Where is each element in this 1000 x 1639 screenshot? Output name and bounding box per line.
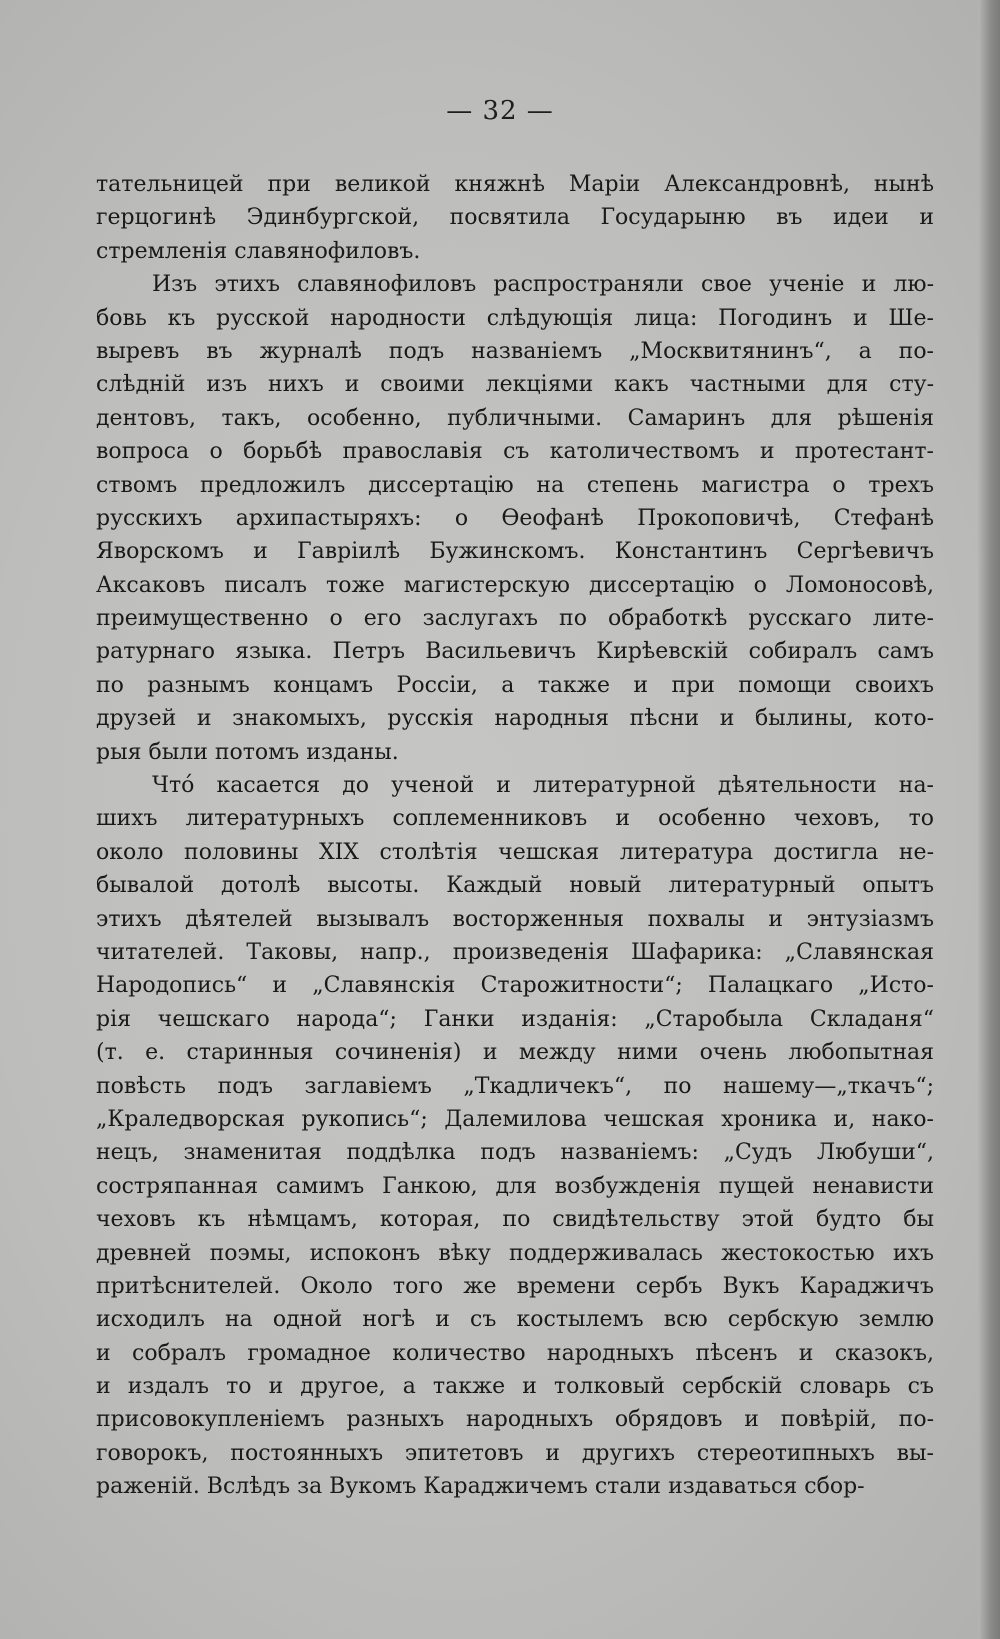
text-line: герцогинѣ Эдинбургской, посвятила Государыню въ идеи и: [96, 205, 934, 231]
text-line: слѣдній изъ нихъ и своими лекціями какъ частными для сту-: [96, 372, 934, 398]
text-line: присовокупленіемъ разныхъ народныхъ обрядовъ и повѣрій, по-: [96, 1407, 934, 1433]
text-line: выревъ въ журналѣ подъ названіемъ „Москвитянинъ“, а по-: [96, 338, 934, 364]
text-line: „Краледворская рукопись“; Далемилова чешская хроника и, нако-: [96, 1106, 934, 1132]
text-line: рыя были потомъ изданы.: [96, 739, 399, 765]
text-line: раженій. Вслѣдъ за Вукомъ Караджичемъ стали издаваться сбор-: [96, 1474, 865, 1500]
text-line: Народопись“ и „Славянскія Старожитности“; Палацкаго „Исто-: [96, 973, 934, 999]
text-line: Яворскомъ и Гавріилѣ Бужинскомъ. Константинъ Сергѣевичъ: [96, 539, 934, 565]
text-line: чеховъ къ нѣмцамъ, которая, по свидѣтельству этой будто бы: [96, 1207, 934, 1233]
text-line: преимущественно о его заслугахъ по обработкѣ русскаго лите-: [96, 606, 934, 632]
page-edge-shadow: [978, 0, 1000, 1639]
text-line: повѣсть подъ заглавіемъ „Ткадличекъ“, по нашему—„ткачъ“;: [96, 1073, 934, 1099]
text-line: и собралъ громадное количество народныхъ пѣсенъ и сказокъ,: [96, 1340, 934, 1366]
page-number: — 32 —: [446, 96, 554, 126]
text-line: притѣснителей. Около того же времени сербъ Вукъ Караджичъ: [96, 1273, 934, 1299]
text-line: Изъ этихъ славянофиловъ распространяли свое ученіе и лю-: [152, 272, 934, 298]
text-line: древней поэмы, испоконъ вѣку поддерживалась жестокостью ихъ: [96, 1240, 934, 1266]
text-line: состряпанная самимъ Ганкою, для возбужденія пущей ненависти: [96, 1173, 934, 1199]
text-line: бывалой дотолѣ высоты. Каждый новый литературный опытъ: [96, 873, 934, 899]
text-line: (т. е. старинныя сочиненія) и между ними очень любопытная: [96, 1040, 934, 1066]
text-line: друзей и знакомыхъ, русскія народныя пѣсни и былины, кото-: [96, 706, 934, 732]
text-line: нецъ, знаменитая поддѣлка подъ названіемъ: „Судъ Любуши“,: [96, 1140, 934, 1166]
text-line: рія чешскаго народа“; Ганки изданія: „Старобыла Складаня“: [96, 1006, 934, 1032]
text-line: говорокъ, постоянныхъ эпитетовъ и другихъ стереотипныхъ вы-: [96, 1440, 934, 1466]
text-line: Аксаковъ писалъ тоже магистерскую диссертацію о Ломоносовѣ,: [96, 572, 934, 598]
text-line: ратурнаго языка. Петръ Васильевичъ Кирѣевскій собиралъ самъ: [96, 639, 934, 665]
text-line: читателей. Таковы, напр., произведенія Шафарика: „Славянская: [96, 939, 934, 965]
text-line: стремленія славянофиловъ.: [96, 238, 421, 264]
text-line: около половины XIX столѣтія чешская литература достигла не-: [96, 839, 934, 865]
text-line: этихъ дѣятелей вызывалъ восторженныя похвалы и энтузіазмъ: [96, 906, 934, 932]
text-line: по разнымъ концамъ Россіи, а также и при помощи своихъ: [96, 672, 934, 698]
text-line: и издалъ то и другое, а также и толковый сербскій словарь съ: [96, 1374, 934, 1400]
text-line: ствомъ предложилъ диссертацію на степень магистра о трехъ: [96, 472, 934, 498]
text-line: исходилъ на одной ногѣ и съ костылемъ всю сербскую землю: [96, 1307, 934, 1333]
text-line: вопроса о борьбѣ православія съ католичествомъ и протестант-: [96, 439, 934, 465]
text-line: шихъ литературныхъ соплеменниковъ и особенно чеховъ, то: [96, 806, 934, 832]
text-line: русскихъ архипастыряхъ: о Ѳеофанѣ Прокоповичѣ, Стефанѣ: [96, 505, 934, 531]
text-line: бовь къ русской народности слѣдующія лица: Погодинъ и Ше-: [96, 305, 934, 331]
text-line: дентовъ, такъ, особенно, публичными. Самаринъ для рѣшенія: [96, 405, 934, 431]
text-line: тательницей при великой княжнѣ Маріи Александровнѣ, нынѣ: [96, 172, 934, 197]
text-line: Что́ касается до ученой и литературной дѣятельности на-: [152, 773, 934, 799]
body-text: [96, 168, 934, 1504]
